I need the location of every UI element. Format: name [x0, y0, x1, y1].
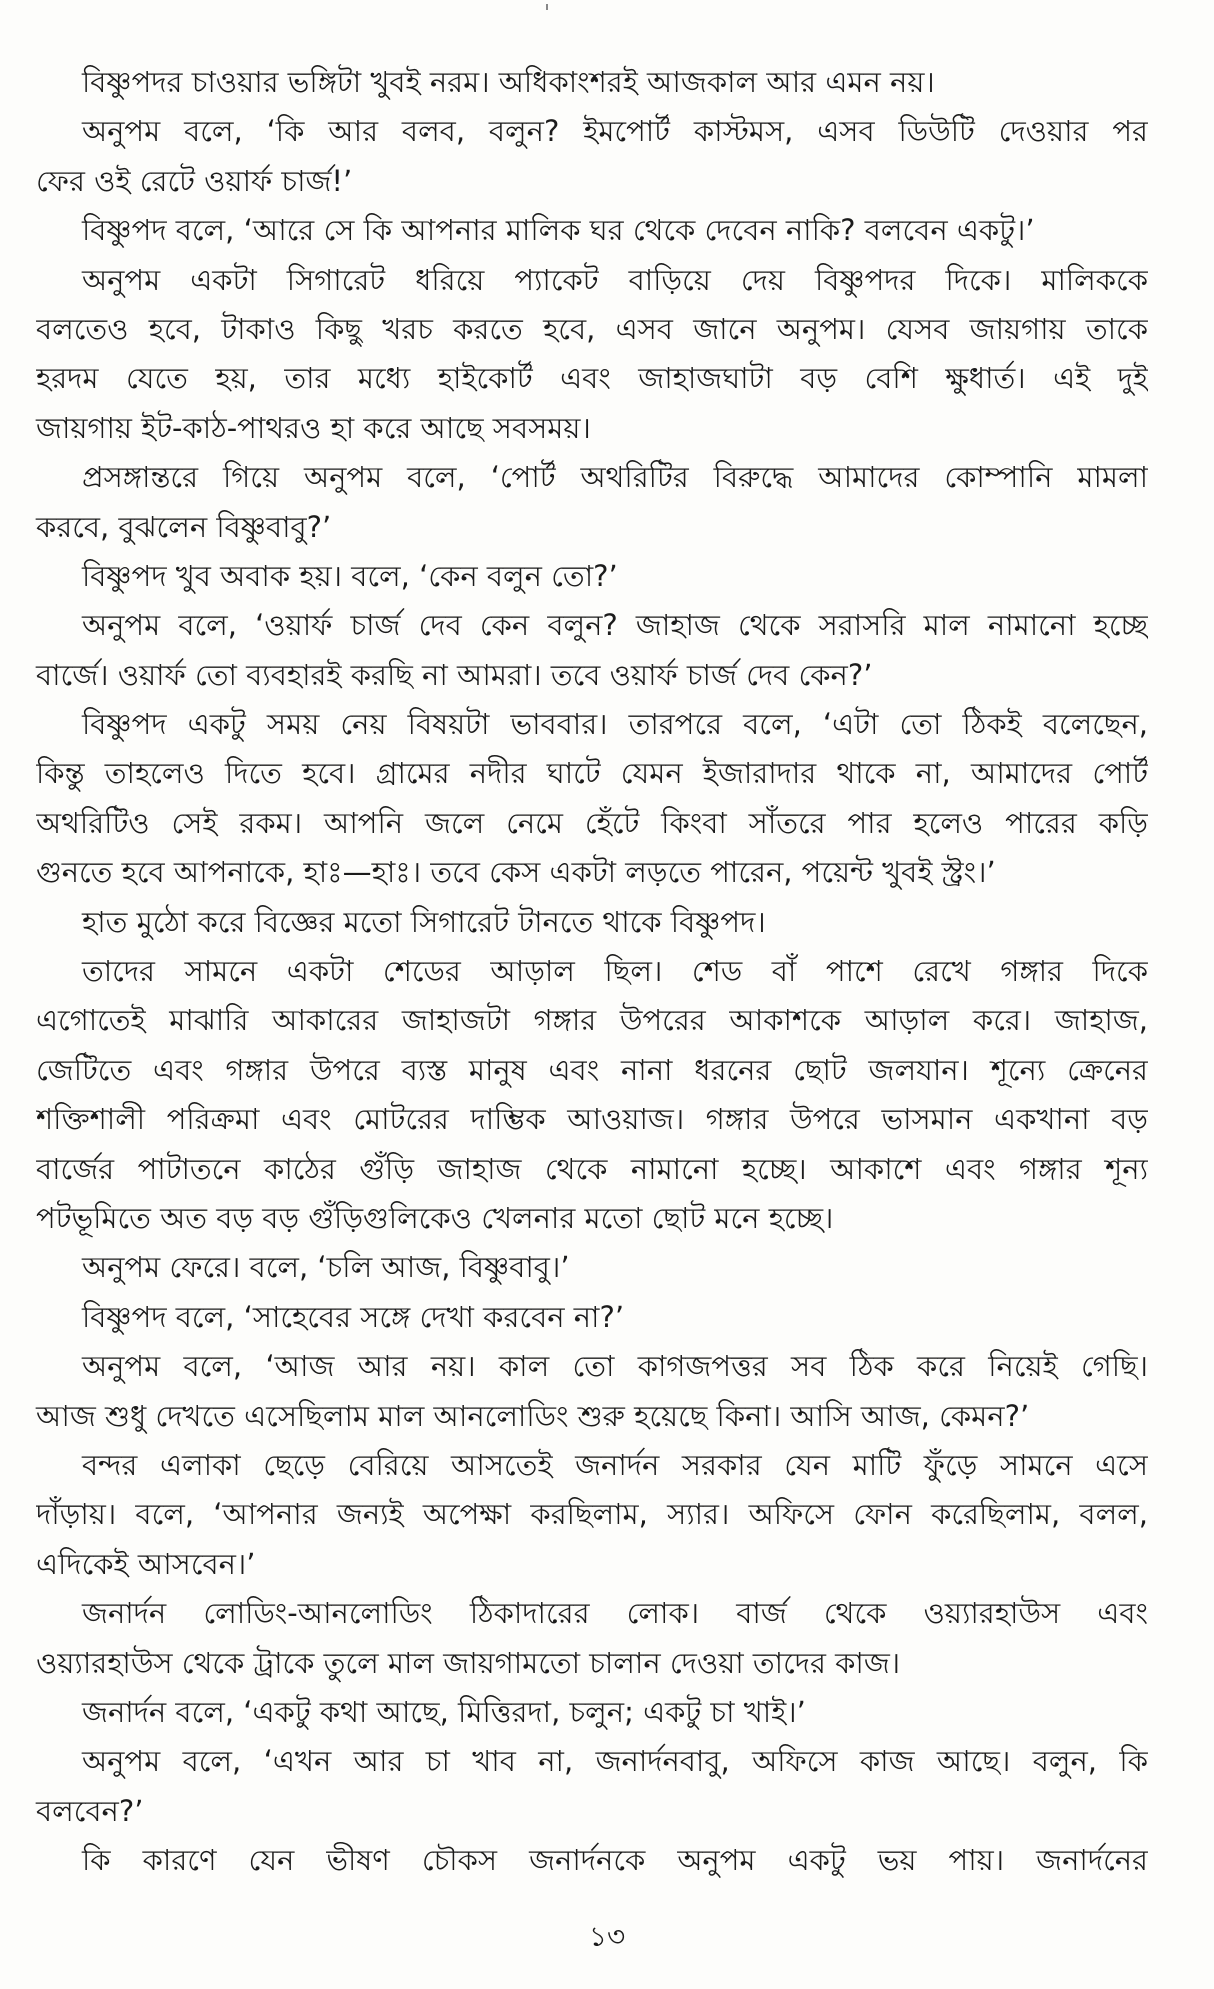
- text-line: অনুপম ফেরে। বলে, ‘চলি আজ, বিষ্ণুবাবু।’: [82, 1250, 570, 1285]
- text-line: বিষ্ণুপদ বলে, ‘আরে সে কি আপনার মালিক ঘর থেকে দেবেন নাকি? বলবেন একটু।’: [82, 213, 1035, 248]
- paragraph: [36, 1589, 1148, 1688]
- text-line: তাদের সামনে একটা শেডের আড়াল ছিল। শেড বাঁ পাশে রেখে গঙ্গার দিকে: [82, 954, 1148, 989]
- text-line: জনার্দন লোডিং-আনলোডিং ঠিকাদারের লোক। বার্জ থেকে ওয়্যারহাউস এবং: [82, 1596, 1148, 1631]
- text-line: আজ শুধু দেখতে এসেছিলাম মাল আনলোডিং শুরু হয়েছে কিনা। আসি আজ, কেমন?’: [36, 1398, 1030, 1433]
- text-line: বলতেও হবে, টাকাও কিছু খরচ করতে হবে, এসব জানে অনুপম। যেসব জায়গায় তাকে: [36, 311, 1148, 346]
- page-body-text: [36, 58, 1148, 1885]
- text-line: হরদম যেতে হয়, তার মধ্যে হাইকোর্ট এবং জাহাজঘাটা বড় বেশি ক্ষুধার্ত। এই দুই: [36, 361, 1148, 396]
- paragraph: [36, 898, 1148, 947]
- text-line: বিষ্ণুপদ একটু সময় নেয় বিষয়টা ভাববার। তারপরে বলে, ‘এটা তো ঠিকই বলেছেন,: [82, 707, 1148, 742]
- paragraph: [36, 1293, 1148, 1342]
- text-line: এদিকেই আসবেন।’: [36, 1546, 256, 1581]
- text-line: গুনতে হবে আপনাকে, হাঃ—হাঃ। তবে কেস একটা লড়তে পারেন, পয়েন্ট খুবই স্ট্রং।’: [36, 855, 996, 890]
- paragraph: [36, 1441, 1148, 1589]
- paragraph: [36, 1688, 1148, 1737]
- paragraph: [36, 256, 1148, 454]
- text-line: অথরিটিও সেই রকম। আপনি জলে নেমে হেঁটে কিংবা সাঁতরে পার হলেও পারের কড়ি: [36, 805, 1148, 840]
- paragraph: [36, 206, 1148, 255]
- paragraph: [36, 1243, 1148, 1292]
- text-line: বন্দর এলাকা ছেড়ে বেরিয়ে আসতেই জনার্দন সরকার যেন মাটি ফুঁড়ে সামনে এসে: [82, 1447, 1148, 1482]
- text-line: বার্জে। ওয়ার্ফ তো ব্যবহারই করছি না আমরা। তবে ওয়ার্ফ চার্জ দেব কেন?’: [36, 657, 873, 692]
- text-line: অনুপম একটা সিগারেট ধরিয়ে প্যাকেট বাড়িয়ে দেয় বিষ্ণুপদর দিকে। মালিককে: [82, 262, 1148, 297]
- paragraph: [36, 58, 1148, 107]
- page-number: ১৩: [588, 1920, 626, 1953]
- paragraph: [36, 552, 1148, 601]
- text-line: বিষ্ণুপদর চাওয়ার ভঙ্গিটা খুবই নরম। অধিকাংশরই আজকাল আর এমন নয়।: [82, 65, 935, 99]
- paragraph: [36, 700, 1148, 898]
- text-line: করবে, বুঝলেন বিষ্ণুবাবু?’: [36, 509, 332, 544]
- text-line: কিন্তু তাহলেও দিতে হবে। গ্রামের নদীর ঘাটে যেমন ইজারাদার থাকে না, আমাদের পোর্ট: [36, 756, 1148, 791]
- text-line: ফের ওই রেটে ওয়ার্ফ চার্জ!’: [36, 163, 353, 198]
- text-line: অনুপম বলে, ‘আজ আর নয়। কাল তো কাগজপত্তর সব ঠিক করে নিয়েই গেছি।: [82, 1349, 1148, 1384]
- text-line: জায়গায় ইট-কাঠ-পাথরও হা করে আছে সবসময়।: [36, 410, 591, 445]
- text-line: ওয়্যারহাউস থেকে ট্রাকে তুলে মাল জায়গামতো চালান দেওয়া তাদের কাজ।: [36, 1645, 901, 1680]
- text-line: শক্তিশালী পরিক্রমা এবং মোটরের দাম্ভিক আওয়াজ। গঙ্গার উপরে ভাসমান একখানা বড়: [36, 1102, 1148, 1137]
- text-line: প্রসঙ্গান্তরে গিয়ে অনুপম বলে, ‘পোর্ট অথরিটির বিরুদ্ধে আমাদের কোম্পানি মামলা: [82, 460, 1148, 495]
- text-line: হাত মুঠো করে বিজ্ঞের মতো সিগারেট টানতে থাকে বিষ্ণুপদ।: [82, 904, 766, 939]
- text-line: বিষ্ণুপদ বলে, ‘সাহেবের সঙ্গে দেখা করবেন না?’: [82, 1299, 625, 1334]
- text-line: অনুপম বলে, ‘কি আর বলব, বলুন? ইমপোর্ট কাস্টমস, এসব ডিউটি দেওয়ার পর: [82, 114, 1148, 149]
- text-line: জেটিতে এবং গঙ্গার উপরে ব্যস্ত মানুষ এবং নানা ধরনের ছোট জলযান। শূন্যে ক্রেনের: [36, 1052, 1148, 1087]
- paragraph: [36, 107, 1148, 206]
- text-line: পটভূমিতে অত বড় বড় গুঁড়িগুলিকেও খেলনার মতো ছোট মনে হচ্ছে।: [36, 1200, 834, 1235]
- text-line: দাঁড়ায়। বলে, ‘আপনার জন্যই অপেক্ষা করছিলাম, স্যার। অফিসে ফোন করেছিলাম, বলল,: [36, 1497, 1148, 1532]
- paragraph: [36, 1737, 1148, 1836]
- text-line: বার্জের পাটাতনে কাঠের গুঁড়ি জাহাজ থেকে নামানো হচ্ছে। আকাশে এবং গঙ্গার শূন্য: [36, 1151, 1148, 1186]
- text-line: জনার্দন বলে, ‘একটু কথা আছে, মিত্তিরদা, চলুন; একটু চা খাই।’: [82, 1694, 806, 1729]
- text-line: অনুপম বলে, ‘ওয়ার্ফ চার্জ দেব কেন বলুন? জাহাজ থেকে সরাসরি মাল নামানো হচ্ছে: [82, 608, 1148, 643]
- paragraph: [36, 947, 1148, 1243]
- paragraph: [36, 1836, 1148, 1885]
- text-line: বিষ্ণুপদ খুব অবাক হয়। বলে, ‘কেন বলুন তো?’: [82, 558, 618, 593]
- paragraph: [36, 601, 1148, 700]
- text-line: এগোতেই মাঝারি আকারের জাহাজটা গঙ্গার উপরের আকাশকে আড়াল করে। জাহাজ,: [36, 1003, 1148, 1038]
- text-line: অনুপম বলে, ‘এখন আর চা খাব না, জনার্দনবাবু, অফিসে কাজ আছে। বলুন, কি: [82, 1744, 1148, 1779]
- scan-speck: [546, 4, 548, 10]
- text-line: বলবেন?’: [36, 1793, 144, 1828]
- text-line: কি কারণে যেন ভীষণ চৌকস জনার্দনকে অনুপম একটু ভয় পায়। জনার্দনের: [82, 1843, 1148, 1878]
- paragraph: [36, 1342, 1148, 1441]
- paragraph: [36, 453, 1148, 552]
